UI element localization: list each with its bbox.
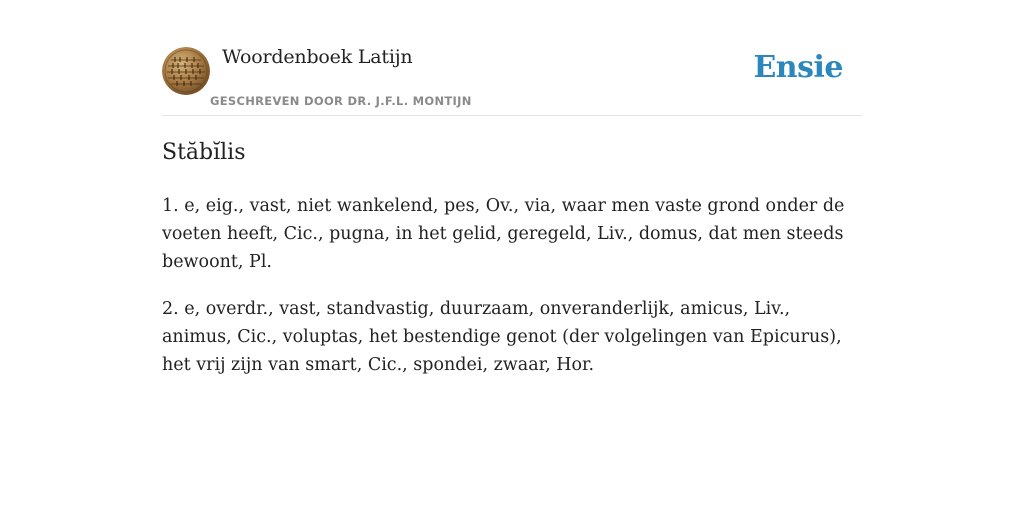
definition-list: [162, 192, 862, 398]
latin-inscription-coin-icon: [162, 47, 210, 95]
dictionary-title[interactable]: Woordenboek Latijn: [222, 46, 413, 68]
ensie-logo-link[interactable]: Ensie: [753, 50, 843, 85]
entry-headword: Stăbĭlis: [162, 140, 246, 165]
dictionary-avatar[interactable]: [162, 47, 210, 95]
author-byline: GESCHREVEN DOOR DR. J.F.L. MONTIJN: [210, 94, 472, 108]
header: [162, 44, 862, 116]
definition-item: 1. e, eig., vast, niet wankelend, pes, Ov., via, waar men vaste grond onder de voeten heeft, Cic., pugna, in het gelid, geregeld, Liv., domus, dat men steeds bewoont, Pl.: [162, 196, 845, 272]
definition-item: 2. e, overdr., vast, standvastig, duurzaam, onveranderlijk, amicus, Liv., animus, Cic., voluptas, het bestendige genot (der volgelingen van Epicurus), het vrij zijn van smart, Cic., spondei, zwaar, Hor.: [162, 299, 842, 375]
